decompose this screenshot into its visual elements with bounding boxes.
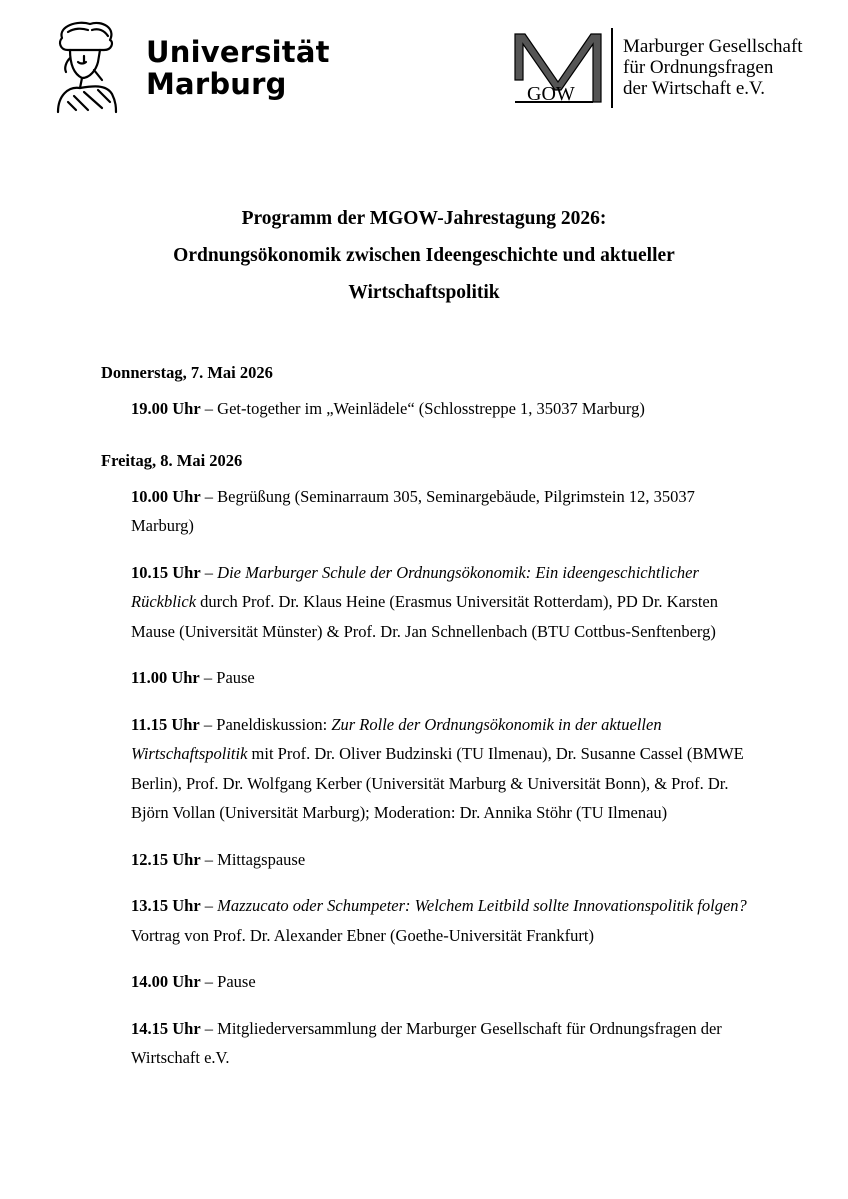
- item-text: Mittagspause: [217, 849, 306, 869]
- item-time: 14.15 Uhr: [131, 1018, 201, 1038]
- item-text: Get-together im „Weinlädele“ (Schlosstreppe 1, 35037 Marburg): [217, 398, 645, 418]
- program-item: [131, 967, 761, 997]
- mgow-name: [623, 36, 803, 99]
- item-time: 12.15 Uhr: [131, 849, 201, 869]
- title-line1: Programm der MGOW-Jahrestagung 2026:: [241, 208, 607, 229]
- letterhead: [0, 0, 848, 130]
- item-time: 14.00 Uhr: [131, 972, 201, 991]
- item-separator: –: [200, 896, 218, 915]
- program-item: [131, 482, 761, 541]
- item-time: 10.15 Uhr: [131, 562, 201, 582]
- item-separator: –: [199, 668, 217, 687]
- program: [101, 358, 761, 1090]
- mgow-monogram-icon: [511, 30, 605, 106]
- item-separator: –: [199, 714, 217, 734]
- mgow-divider: [611, 28, 613, 108]
- university-name: [146, 36, 330, 100]
- university-name-line2: Marburg: [146, 67, 287, 101]
- item-text: Mitgliederversammlung der Marburger Gesellschaft für Ordnungsfragen der Wirtschaft e.V.: [131, 1018, 722, 1067]
- item-time: 11.00 Uhr: [131, 668, 200, 687]
- day-heading: Donnerstag, 7. Mai 2026: [101, 363, 273, 382]
- university-name-line1: Universität: [146, 35, 330, 69]
- item-separator: –: [200, 849, 218, 869]
- item-time: 11.15 Uhr: [131, 714, 200, 734]
- program-item: [131, 891, 761, 950]
- title-line2: Ordnungsökonomik zwischen Ideengeschichte und aktueller: [173, 245, 675, 266]
- item-time: 10.00 Uhr: [131, 486, 201, 506]
- item-time: 19.00 Uhr: [131, 398, 201, 418]
- mgow-logo-text: GOW: [527, 83, 575, 105]
- program-item: [131, 663, 761, 693]
- item-text: Vortrag von Prof. Dr. Alexander Ebner (Goethe-Universität Frankfurt): [131, 925, 594, 945]
- title-line3: Wirtschaftspolitik: [348, 282, 500, 303]
- item-talk-title: Zur Rolle der Ordnungsökonomik in der aktuellen Wirtschaftspolitik: [131, 714, 662, 763]
- program-item: [131, 710, 761, 828]
- item-talk-title: Die Marburger Schule der Ordnungsökonomik: Ein ideengeschichtlicher Rückblick: [131, 562, 699, 611]
- item-separator: –: [200, 972, 218, 991]
- item-text: Begrüßung (Seminarraum 305, Seminargebäude, Pilgrimstein 12, 35037 Marburg): [131, 486, 695, 535]
- document-title: [100, 200, 748, 311]
- item-separator: –: [200, 398, 218, 418]
- mgow-name-line3: der Wirtschaft e.V.: [623, 78, 766, 99]
- item-text: Pause: [217, 972, 256, 991]
- item-separator: –: [200, 486, 218, 506]
- item-text: mit Prof. Dr. Oliver Budzinski (TU Ilmenau), Dr. Susanne Cassel (BMWE Berlin), Prof. Dr. Wolfgang Kerber (Universität Marburg & Universität Bonn), & Prof. Dr. Björn Vollan (Universität Marburg); Moderation: Dr. Annika Stöhr (TU Ilmenau): [131, 744, 744, 822]
- day-heading: Freitag, 8. Mai 2026: [101, 451, 243, 470]
- item-separator: –: [200, 562, 218, 582]
- item-text: Pause: [216, 668, 255, 687]
- program-item: [131, 1014, 761, 1073]
- program-item: [131, 558, 761, 647]
- item-text: durch Prof. Dr. Klaus Heine (Erasmus Universität Rotterdam), PD Dr. Karsten Mause (Universität Münster) & Prof. Dr. Jan Schnellenbach (BTU Cottbus-Senftenberg): [131, 592, 718, 641]
- university-portrait-seal-icon: [44, 18, 124, 114]
- program-item: [131, 394, 761, 424]
- item-talk-title: Mazzucato oder Schumpeter: Welchem Leitbild sollte Innovationspolitik folgen?: [217, 896, 747, 915]
- program-item: [131, 845, 761, 875]
- item-time: 13.15 Uhr: [131, 896, 201, 915]
- item-text: Paneldiskussion:: [216, 714, 332, 734]
- mgow-name-line1: Marburger Gesellschaft: [623, 36, 803, 57]
- item-separator: –: [200, 1018, 218, 1038]
- mgow-name-line2: für Ordnungsfragen: [623, 57, 774, 78]
